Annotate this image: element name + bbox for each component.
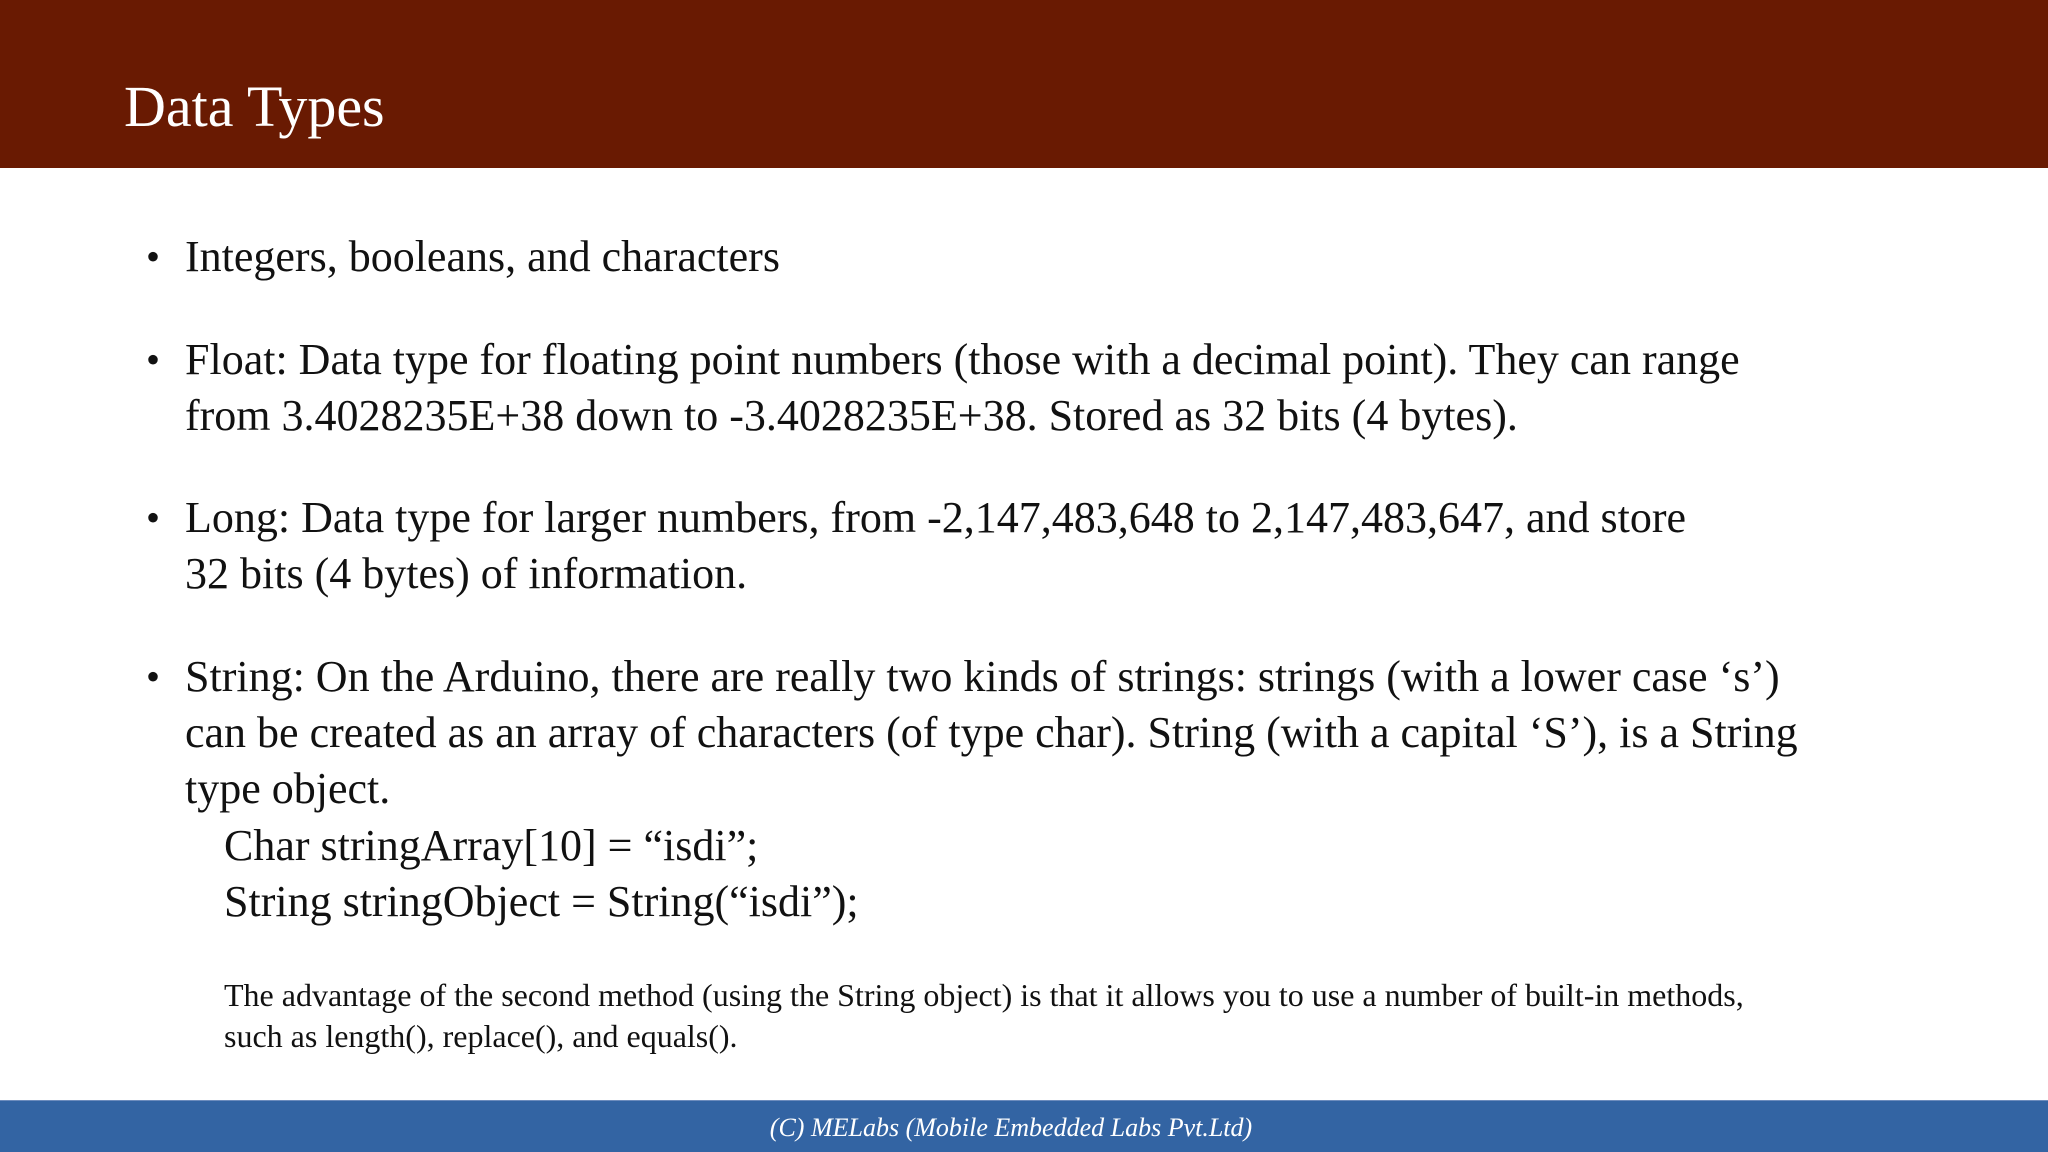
bullet-marker: • (146, 234, 161, 279)
bullet-marker: • (146, 654, 161, 699)
bullet-text: Long: Data type for larger numbers, from -2,147,483,648 to 2,147,483,647, and store 32 bits (4 bytes) of information. (185, 493, 1687, 598)
bullet-marker: • (146, 337, 161, 382)
bullet-text: Float: Data type for floating point numbers (those with a decimal point). They can range from 3.4028235E+38 down to -3.4028235E+38. Stored as 32 bits (4 bytes). (185, 335, 1740, 440)
code-line-string-object: String stringObject = String(“isdi”); (224, 877, 859, 926)
bullet-text: String: On the Arduino, there are really two kinds of strings: strings (with a lower case ‘s’) can be created as an array of characters (of type char). String (with a capital ‘S’), is a String type object. (185, 652, 1798, 813)
string-method-note: The advantage of the second method (using the String object) is that it allows you to use a number of built-in methods, such as length(), replace(), and equals(). (224, 977, 1744, 1054)
bullet-text: Integers, booleans, and characters (185, 232, 780, 281)
copyright-footer: (C) MELabs (Mobile Embedded Labs Pvt.Ltd) (769, 1113, 1253, 1142)
bullet-marker: • (146, 495, 161, 540)
code-line-char-array: Char stringArray[10] = “isdi”; (224, 821, 759, 870)
footer-bar (0, 1100, 2048, 1152)
slide-title: Data Types (124, 74, 385, 139)
